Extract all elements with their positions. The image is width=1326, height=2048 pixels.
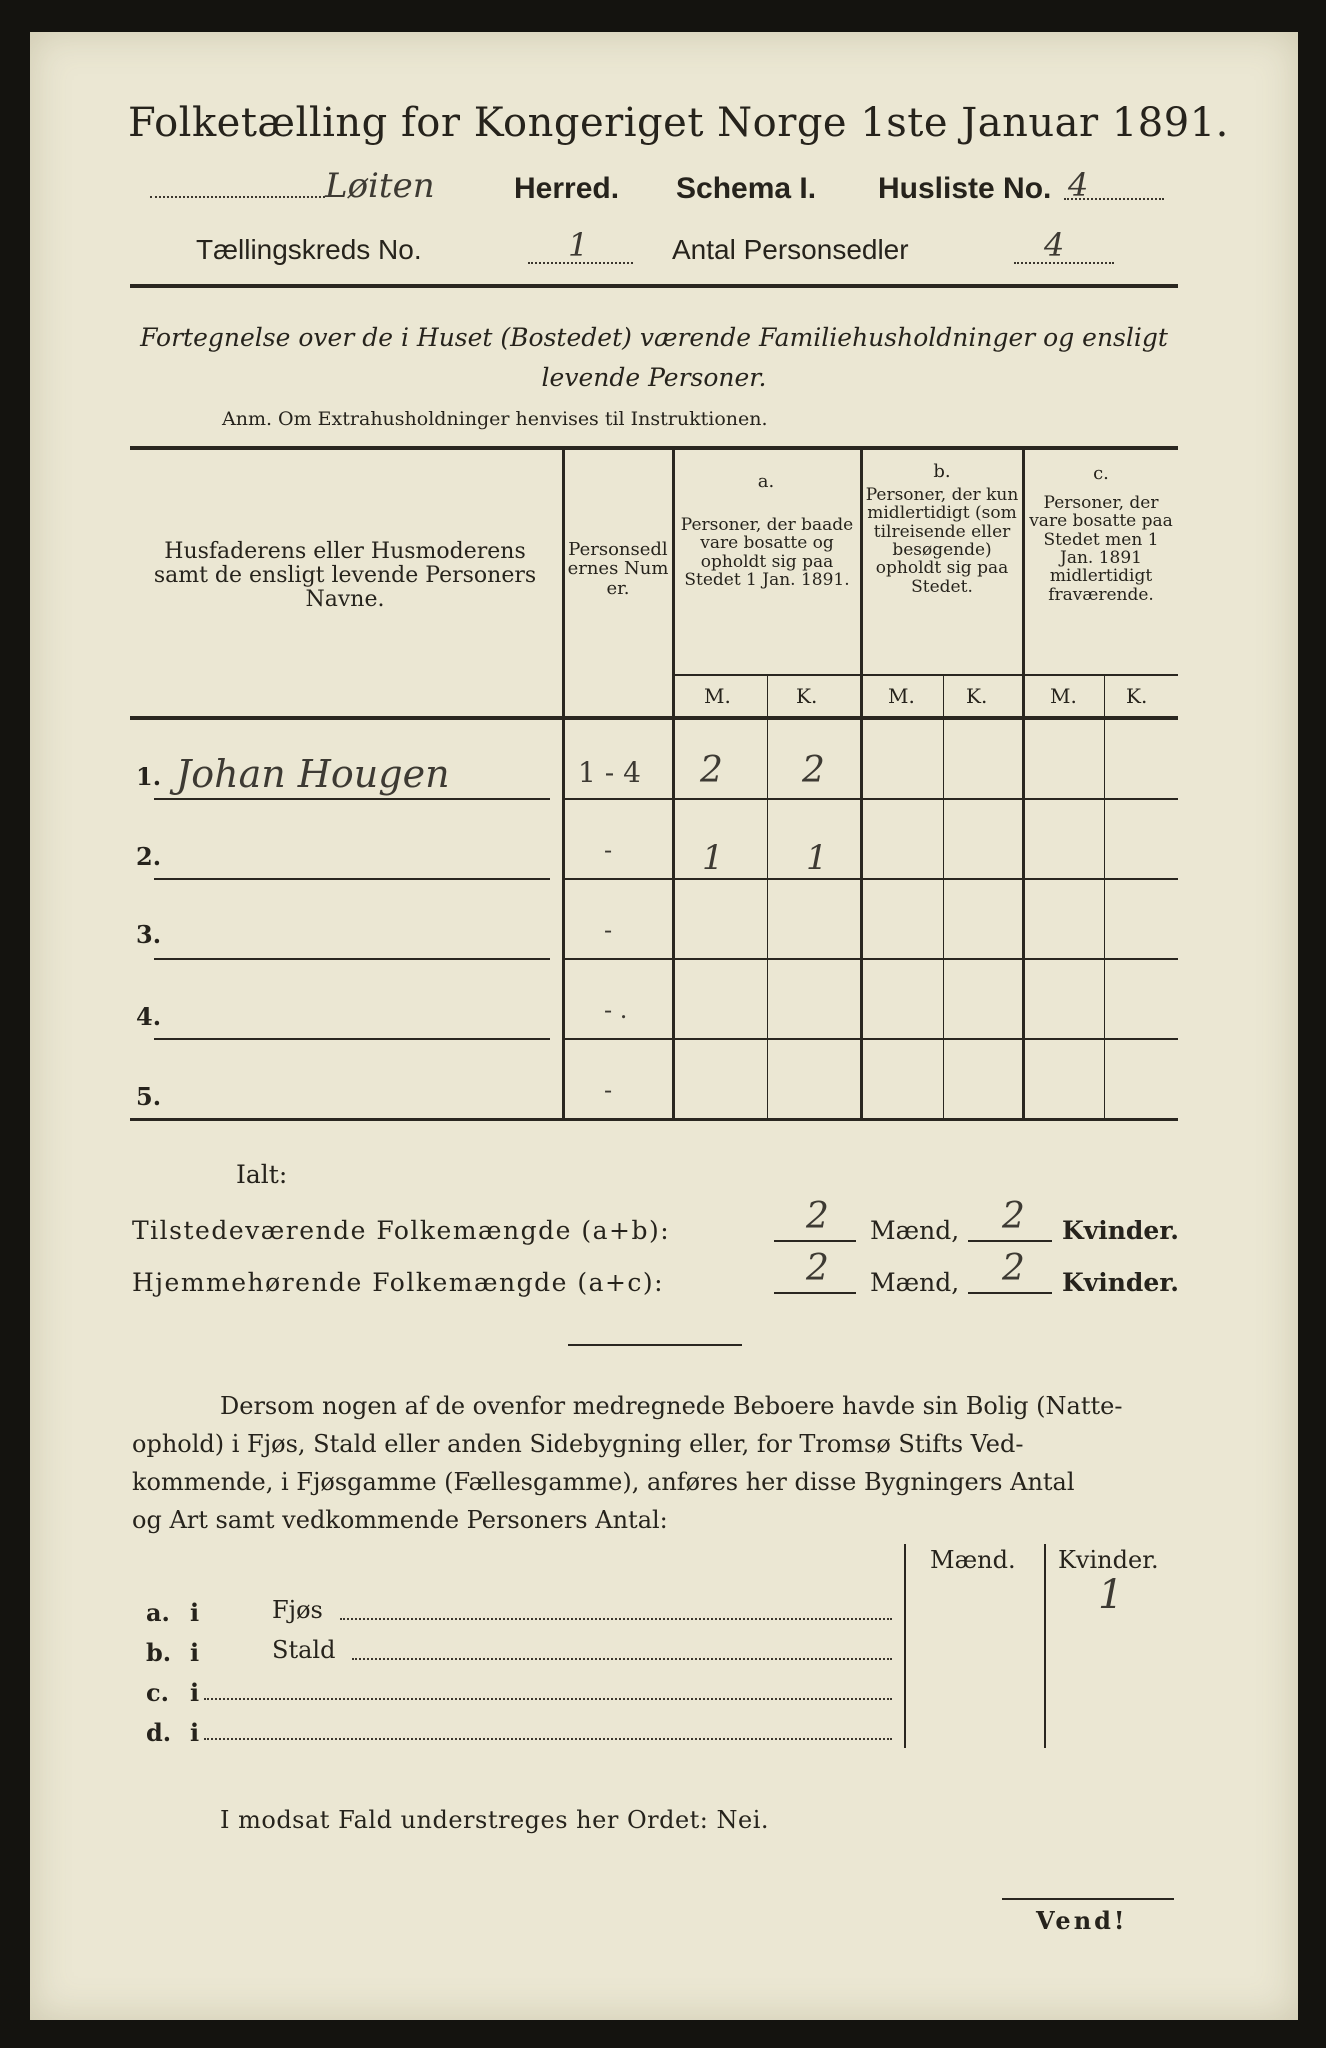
header-bottom-rule [130,716,1178,720]
husliste-value: 4 [1068,166,1089,204]
header-b-letter: b. [933,461,951,482]
hjemme-k-value: 2 [1002,1248,1025,1289]
intro-text: Fortegnelse over de i Huset (Bostedet) værende Familiehusholdninger og ensligt levende Personer. [140,323,1168,392]
header-a-m: M. [704,684,731,708]
vend-rule [1002,1898,1174,1900]
hjemme-m-value: 2 [806,1248,829,1289]
building-dotline [204,1698,892,1700]
col-rule-1 [562,450,565,1118]
row-numer: 1 - 4 [578,756,641,789]
building-name: Fjøs [272,1596,323,1624]
col-rule-3 [860,450,863,1118]
building-i: i [190,1718,200,1747]
vend-text: Vend! [1036,1906,1128,1935]
section-divider [568,1344,742,1346]
schema-label: Schema I. [676,172,817,205]
building-kvinder: 1 [1098,1572,1124,1618]
buildings-kvinder-header: Kvinder. [1058,1546,1159,1574]
hjemme-kvinder: Kvinder. [1062,1268,1179,1297]
title-rule [130,284,1178,288]
para-line-3: kommende, i Fjøsgamme (Fællesgamme), anføres her disse Bygningers Antal [132,1468,1075,1496]
building-letter: b. [146,1638,172,1667]
row-rule [154,798,550,800]
row-numer: - [604,836,613,864]
col-rule-c-mk [1104,676,1105,1118]
building-letter: a. [146,1598,170,1627]
tilstede-maend: Mænd, [870,1216,960,1245]
row-rule [564,878,1178,880]
buildings-col-rule-2 [1044,1544,1046,1748]
row-numer: - . [604,996,628,1024]
row-a-k: 1 [806,838,828,878]
hjemme-k-rule [968,1292,1052,1294]
building-dotline [204,1738,892,1740]
header-c-letter: c. [1093,463,1109,484]
kreds-label: Tællingskreds No. [196,234,422,265]
header-a-k: K. [796,684,818,708]
personsedler-label: Antal Personsedler [672,234,909,265]
row-a-m: 2 [700,750,723,791]
building-i: i [190,1678,200,1707]
building-i: i [190,1638,200,1667]
hjemme-m-rule [774,1292,856,1294]
col-rule-2 [672,450,675,1118]
buildings-col-rule-1 [904,1544,906,1748]
tilstede-k-value: 2 [1002,1196,1025,1237]
para-line-2: ophold) i Fjøs, Stald eller anden Sidebygning eller, for Tromsø Stifts Ved- [132,1430,1024,1458]
row-name: Johan Hougen [176,752,450,796]
row-number: 2. [136,842,162,871]
building-dotline [340,1618,892,1620]
header-b-k: K. [966,684,988,708]
tilstede-label: Tilstedeværende Folkemængde (a+b): [132,1216,671,1245]
row-number: 3. [136,920,162,949]
herred-label: Herred. [514,172,620,205]
building-dotline [352,1658,892,1660]
form-title: Folketælling for Kongeriget Norge 1ste Januar 1891. [128,100,1229,146]
row-numer: - [604,1076,613,1104]
para-line-4: og Art samt vedkommende Personers Antal: [132,1506,668,1534]
header-names: Husfaderens eller Husmoderens samt de ensligt levende Personers Navne. [153,539,537,612]
kreds-value: 1 [568,226,589,264]
tilstede-m-value: 2 [806,1196,829,1237]
col-rule-b-mk [943,676,944,1118]
anm-text: Anm. Om Extrahusholdninger henvises til Instruktionen. [222,408,768,430]
husliste-dotline [1064,198,1164,200]
personsedler-value: 4 [1044,226,1065,264]
col-rule-4 [1022,450,1025,1118]
husliste-label: Husliste No. [878,172,1052,205]
row-rule [154,958,550,960]
row-number: 1. [136,762,162,791]
hjemme-label: Hjemmehørende Folkemængde (a+c): [132,1268,665,1297]
row-a-k: 2 [802,750,825,791]
building-i: i [190,1598,200,1627]
table-bottom-rule [130,1118,1178,1121]
ialt-label: Ialt: [236,1160,288,1189]
building-letter: d. [146,1718,172,1747]
header-c-m: M. [1050,684,1077,708]
header-a: Personer, der baade vare bosatte og opholdt sig paa Stedet 1 Jan. 1891. [680,515,854,591]
row-rule [564,958,1178,960]
tilstede-m-rule [774,1240,856,1242]
row-a-m: 1 [702,838,724,878]
mk-rule [674,674,1178,676]
row-number: 4. [136,1002,162,1031]
para-line-1: Dersom nogen af de ovenfor medregnede Beboere havde sin Bolig (Natte- [220,1392,1123,1420]
header-c-k: K. [1126,684,1148,708]
herred-dotline [150,196,325,198]
tilstede-kvinder: Kvinder. [1062,1216,1179,1245]
buildings-maend-header: Mænd. [930,1546,1016,1574]
row-rule [154,878,550,880]
row-numer: - [604,916,613,944]
header-numer: Personsedlernes Numer. [567,539,669,599]
row-rule [564,798,1178,800]
footer-text: I modsat Fald understreges her Ordet: Nei. [220,1806,770,1834]
header-b-m: M. [888,684,915,708]
header-a-letter: a. [757,471,775,492]
row-number: 5. [136,1082,162,1111]
tilstede-k-rule [968,1240,1052,1242]
hjemme-maend: Mænd, [870,1268,960,1297]
building-name: Stald [272,1636,336,1664]
building-letter: c. [146,1678,169,1707]
row-rule [564,1038,1178,1040]
col-rule-a-mk [767,676,768,1118]
row-rule [154,1038,550,1040]
herred-value: Løiten [325,166,435,206]
table-top-rule [130,446,1178,450]
header-b: Personer, der kun midlertidigt (som tilreisende eller besøgende) opholdt sig paa Stedet. [865,485,1019,597]
header-c: Personer, der vare bosatte paa Stedet men 1 Jan. 1891 midlertidigt fraværende. [1029,493,1173,605]
